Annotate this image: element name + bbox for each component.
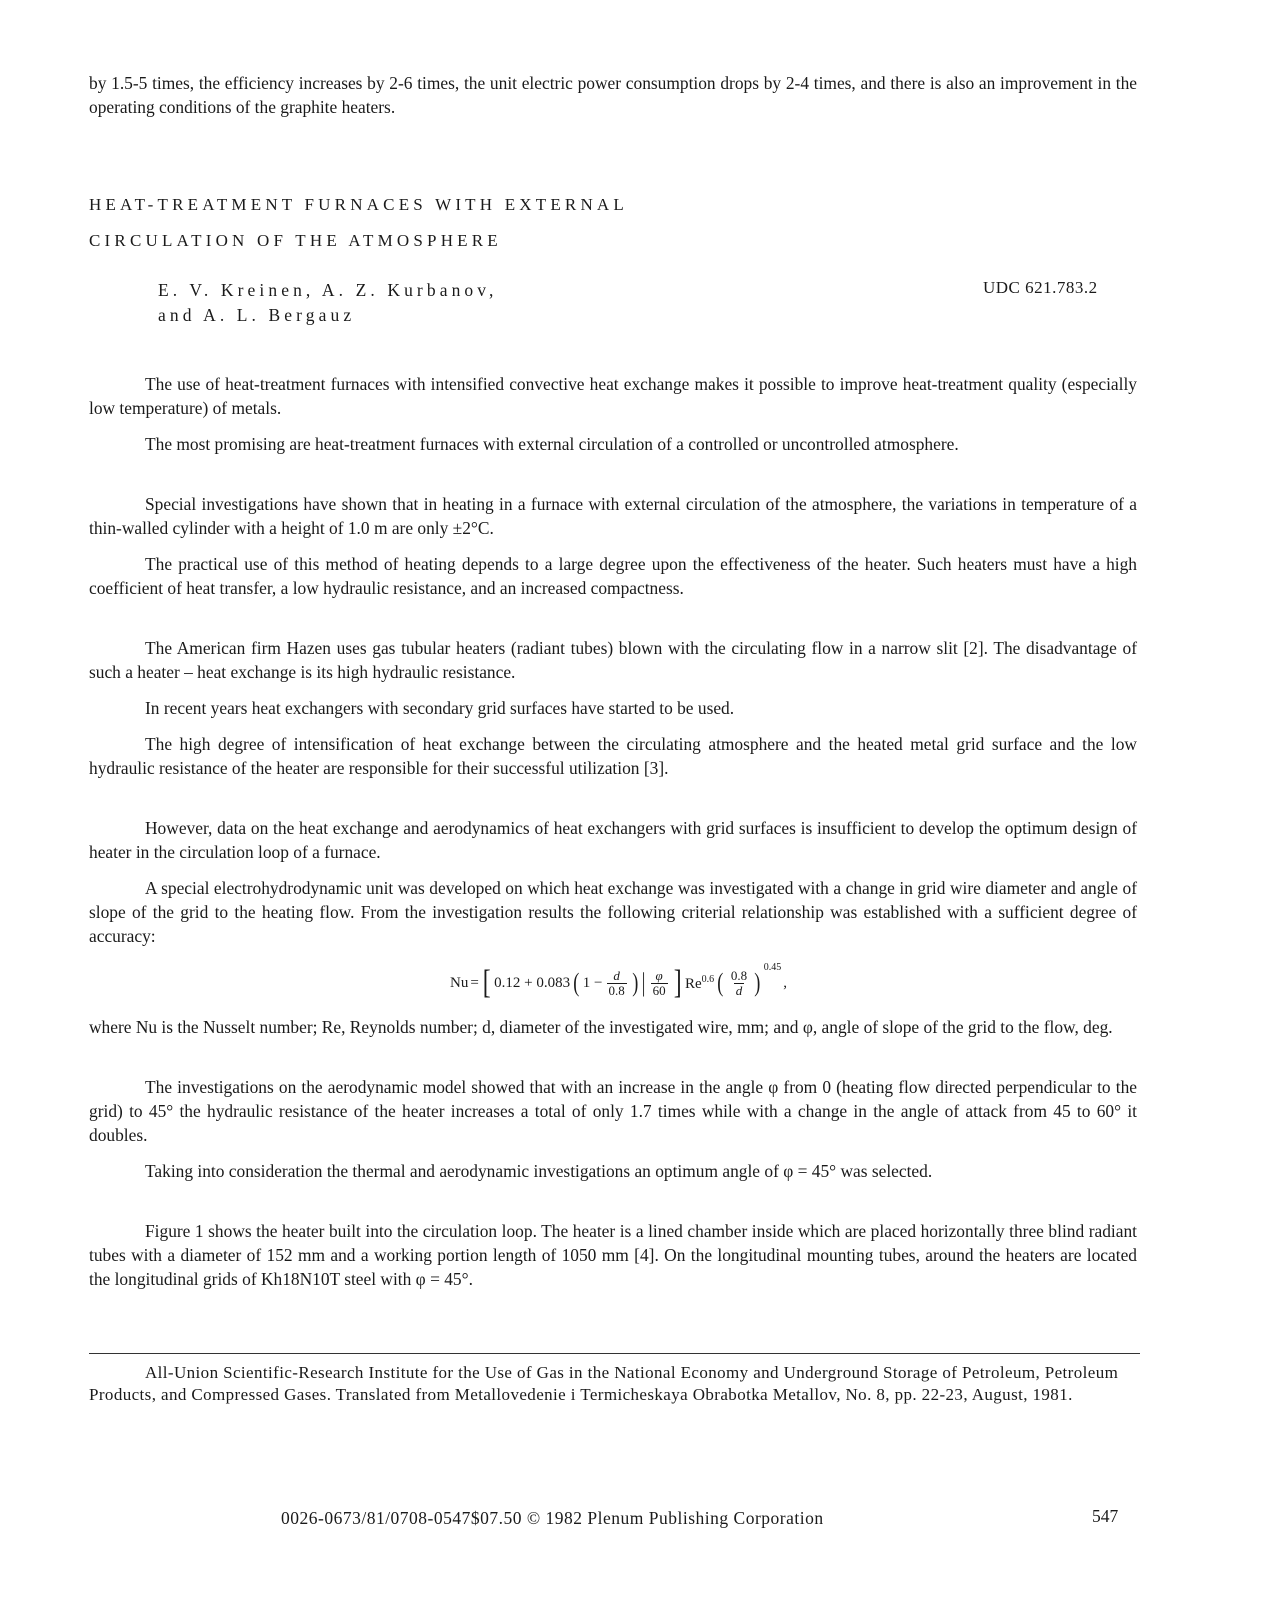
paragraph-5: The American firm Hazen uses gas tubular heaters (radiant tubes) blown with the circulating flow in a narrow slit [2]. The disadvantage of such a heater – heat exchange is its high hydraulic resistance. <box>89 638 1137 682</box>
formula-bracket-close: ] <box>673 964 682 1001</box>
footnote: All-Union Scientific-Research Institute for the Use of Gas in the National Economy and Underground Storage of Petroleum, Petroleum Products, and Compressed Gases. Translated from Metallovedenie i Termicheskaya Obrabotka Metallov, No. 8, pp. 22-23, August, 1981. <box>89 1363 1119 1404</box>
formula-frac-08d: $\frac{0.8}{d}$ <box>730 967 748 998</box>
formula-paren2-close: ) <box>754 968 761 997</box>
paragraph-7: The high degree of intensification of heat exchange between the circulating atmosphere and the heated metal grid surface and the low hydraulic resistance of the heater are responsible for their successful utilization [3]. <box>89 734 1137 778</box>
formula-one-minus: 1 − <box>582 974 603 991</box>
paragraph-12: Figure 1 shows the heater built into the circulation loop. The heater is a lined chamber inside which are placed horizontally three blind radiant tubes with a diameter of 152 mm and a working portion length of 1050 mm [4]. On the longitudinal mounting tubes, around the heaters are located the longitudinal grids of Kh18N10T steel with φ = 45°. <box>89 1221 1137 1289</box>
formula-comma: , <box>783 974 787 991</box>
paragraph-11: Taking into consideration the thermal and aerodynamic investigations an optimum angle of φ = 45° was selected. <box>145 1161 933 1181</box>
authors-line1: E. V. Kreinen, A. Z. Kurbanov, <box>158 280 498 300</box>
formula-abs-bar: | <box>642 968 646 997</box>
paragraph-6: In recent years heat exchangers with secondary grid surfaces have started to be used. <box>145 698 735 718</box>
article-title-line2: CIRCULATION OF THE ATMOSPHERE <box>89 231 502 250</box>
page-number: 547 <box>1092 1506 1119 1526</box>
paragraph-1: The use of heat-treatment furnaces with intensified convective heat exchange makes it possible to improve heat-treatment quality (especially low temperature) of metals. <box>89 374 1137 418</box>
intro-paragraph: by 1.5-5 times, the efficiency increases by 2-6 times, the unit electric power consumption drops by 2-4 times, and there is also an improvement in the operating conditions of the graphite heaters. <box>89 73 1137 117</box>
authors <box>158 278 497 328</box>
formula-frac-phi: $\frac{\varphi}{60}$ <box>652 967 666 998</box>
paragraph-4: The practical use of this method of heating depends to a large degree upon the effectiveness of the heater. Such heaters must have a high coefficient of heat transfer, a low hydraulic resistance, and an increased compactness. <box>89 554 1137 598</box>
paragraph-9: A special electrohydrodynamic unit was developed on which heat exchange was investigated with a change in grid wire diameter and angle of slope of the grid to the heating flow. From the investigation results the following criterial relationship was established with a sufficient degree of accuracy: <box>89 878 1137 946</box>
publication-code: 0026-0673/81/0708-0547$07.50 © 1982 Plenum Publishing Corporation <box>281 1508 824 1528</box>
udc-code: UDC 621.783.2 <box>983 278 1098 297</box>
formula-frac-d: $\frac{d}{0.8}$ <box>608 967 625 998</box>
paragraph-10: The investigations on the aerodynamic model showed that with an increase in the angle φ from 0 (heating flow directed perpendicular to the grid) to 45° the hydraulic resistance of the heater increases a total of only 1.7 times while with a change in the angle of attack from 45 to 60° it doubles. <box>89 1077 1137 1145</box>
footnote-divider <box>89 1353 1140 1354</box>
paragraph-2: The most promising are heat-treatment furnaces with external circulation of a controlled or uncontrolled atmosphere. <box>145 434 959 454</box>
formula-paren-close: ) <box>632 968 639 997</box>
formula-paren2-open: ( <box>717 968 724 997</box>
where-paragraph: where Nu is the Nusselt number; Re, Reynolds number; d, diameter of the investigated wire, mm; and φ, angle of slope of the grid to the flow, deg. <box>89 1017 1113 1037</box>
formula-exp: 0.45 <box>763 962 782 973</box>
formula-c1: 0.12 + 0.083 <box>494 974 571 991</box>
nusselt-formula <box>450 960 787 1006</box>
paragraph-3: Special investigations have shown that in heating in a furnace with external circulation of the atmosphere, the variations in temperature of a thin-walled cylinder with a height of 1.0 m are only ±2°C. <box>89 494 1137 538</box>
formula-paren-open: ( <box>573 968 580 997</box>
formula-re: $Re^{0.6}$ <box>684 973 715 992</box>
formula-lhs: Nu <box>450 974 469 991</box>
formula-eq: = <box>470 974 479 991</box>
formula-bracket-open: [ <box>482 964 491 1001</box>
paragraph-8: However, data on the heat exchange and aerodynamics of heat exchangers with grid surfaces is insufficient to develop the optimum design of heater in the circulation loop of a furnace. <box>89 818 1137 862</box>
authors-line2: and A. L. Bergauz <box>158 305 356 325</box>
article-title-line1: HEAT-TREATMENT FURNACES WITH EXTERNAL <box>89 195 628 214</box>
